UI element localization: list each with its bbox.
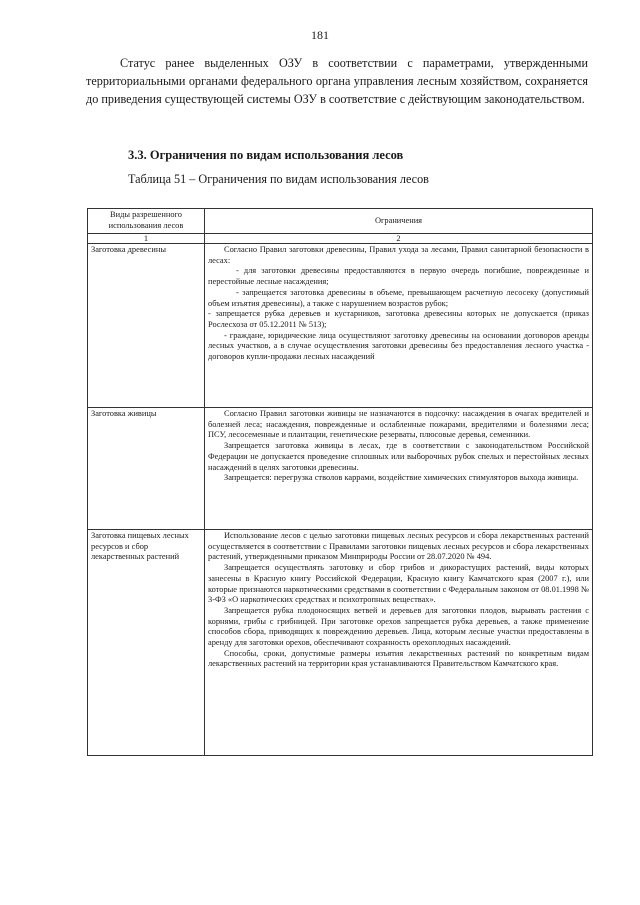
table-row [88,408,593,530]
restriction-paragraph: Согласно Правил заготовки древесины, Правил ухода за лесами, Правил санитарной безопасности в лесах: [208,245,589,265]
restriction-paragraph: Использование лесов с целью заготовки пищевых лесных ресурсов и сбора лекарственных растений осуществляется в соответствии с Правилами заготовки пищевых лесных ресурсов и сбора лекарственных растений, утвержденными приказом Минприроды России от 28.07.2020 № 494. [208,531,589,562]
restriction-paragraph: Согласно Правил заготовки живицы не назначаются в подсочку: насаждения в очагах вредителей и болезней леса; насаждения, поврежденные и ослабленные пожарами, вредителями и болезнями леса; ПСУ, лесосеменные и плантации, генетические резерваты, плюсовые деревья, семенники. [208,409,589,440]
restriction-paragraph: Запрещается: перегрузка стволов каррами, воздействие химических стимуляторов выхода живицы. [224,473,579,483]
column-number-row [88,234,593,244]
restrictions-table [87,208,593,756]
restrictions-cell [205,244,593,408]
table-row [88,244,593,408]
section-heading: 3.3. Ограничения по видам использования лесов [128,148,404,162]
restrictions-cell [205,408,593,530]
restriction-paragraph: - запрещается рубка деревьев и кустарников, заготовка древесины которых не допускается (приказ Рослесхоза от 05.12.2011 № 513); [208,309,589,329]
table-row [88,530,593,756]
intro-text: Статус ранее выделенных ОЗУ в соответствии с параметрами, утвержденными территориальными органами федерального органа управления лесным хозяйством, сохраняется до приведения существующей системы ОЗУ в соответствие с действующим законодательством. [86,56,588,106]
column-number: 2 [205,234,593,244]
restriction-paragraph: Запрещается рубка плодоносящих ветвей и деревьев для заготовки плодов, вырывать растения с корнями, грибы с грибницей. При заготовке орехов запрещается рубка деревьев, а также применение способов сбора, приводящих к повреждению деревьев. Лица, которым лесные участки предоставлены в аренду для заготовки орехов, обеспечивают сохранность орехоплодных насаждений. [208,605,589,648]
restriction-paragraph: - для заготовки древесины предоставляются в первую очередь погибшие, поврежденные и перестойные лесные насаждения; [208,266,589,287]
restriction-paragraph: - граждане, юридические лица осуществляют заготовку древесины на основании договоров аренды лесных участков, а в случае осуществления заготовки древесины без предоставления лесного участка - договоров купли-продажи лесных насаждений [208,330,589,362]
restriction-paragraph: Способы, сроки, допустимые размеры изъятия лекарственных растений по конкретным видам лекарственных растений на территории края устанавливаются Правительством Камчатского края. [208,648,589,669]
restriction-paragraph: - запрещается заготовка древесины в объеме, превышающем расчетную лесосеку (допустимый объем изъятия древесины), а также с нарушением возрастов рубок; [208,287,589,308]
restrictions-cell [205,530,593,756]
usage-type-cell: Заготовка живицы [88,408,205,530]
intro-paragraph [86,54,588,108]
usage-type-cell: Заготовка пищевых лесных ресурсов и сбор лекарственных растений [88,530,205,756]
column-number: 1 [88,234,205,244]
header-usage-type: Виды разрешенного использования лесов [88,209,205,234]
restriction-paragraph: Запрещается заготовка живицы в лесах, где в соответствии с законодательством Российской Федерации не допускается проведение сплошных или выборочных рубок спелых и перестойных лесных насаждений в целях заготовки древесины. [208,441,589,472]
table-caption: Таблица 51 – Ограничения по видам использования лесов [128,172,429,186]
table-header-row [88,209,593,234]
restriction-paragraph: Запрещается осуществлять заготовку и сбор грибов и дикорастущих растений, виды которых занесены в Красную книгу Российской Федерации, Красную книгу Камчатского края (2007 г.), или которые признаются наркотическими средствами в соответствии с Федеральным законом от 08.01.1998 № 3-ФЗ «О наркотических средствах и психотропных веществах». [208,563,589,605]
header-restrictions: Ограничения [205,209,593,234]
page-number: 181 [311,28,329,42]
usage-type-cell: Заготовка древесины [88,244,205,408]
